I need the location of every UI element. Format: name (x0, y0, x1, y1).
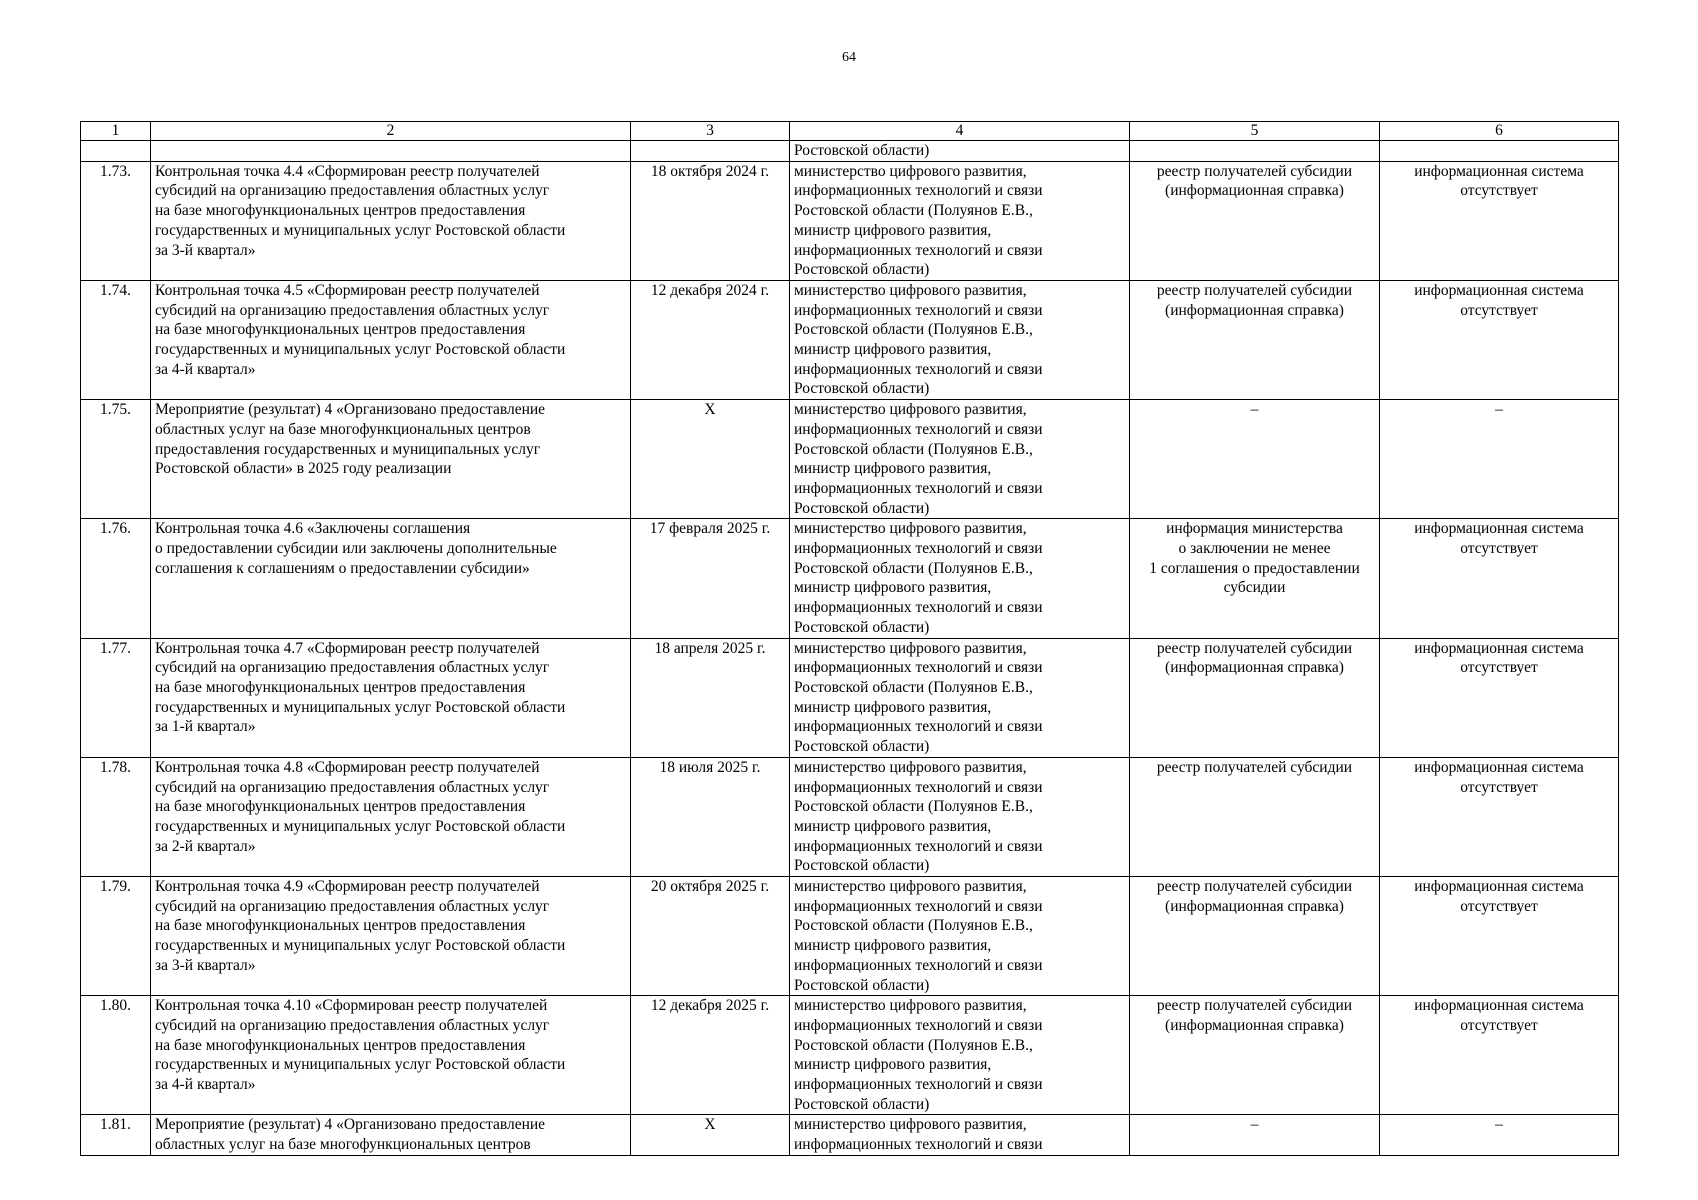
responsible-cell (790, 757, 1130, 876)
document-cell (1130, 519, 1380, 638)
information-system-cell (1380, 638, 1619, 757)
responsible-cell (790, 996, 1130, 1115)
row-number-cell: 1.73. (81, 161, 151, 280)
document-line: (информационная справка) (1165, 182, 1344, 200)
description-line: государственных и муниципальных услуг Ростовской области (155, 817, 566, 835)
responsible-line: информационных технологий и связи (794, 837, 1043, 855)
document-line: – (1250, 1116, 1259, 1134)
responsible-line: министр цифрового развития, (794, 341, 992, 359)
responsible-line: Ростовской области (Полуянов Е.В., (794, 202, 1033, 220)
table-row (81, 996, 1619, 1115)
description-cell (151, 757, 631, 876)
responsible-line: информационных технологий и связи (794, 956, 1043, 974)
table-row (81, 400, 1619, 519)
responsible-line: Ростовской области) (794, 618, 930, 636)
description-line: за 4-й квартал» (155, 360, 256, 378)
description-line: за 3-й квартал» (155, 241, 256, 259)
table-row (81, 519, 1619, 638)
responsible-line: министр цифрового развития, (794, 937, 992, 955)
responsible-line: информационных технологий и связи (794, 479, 1043, 497)
document-cell (1130, 638, 1380, 757)
information-system-line: информационная система (1414, 639, 1584, 657)
responsible-line: министерство цифрового развития, (794, 878, 1027, 896)
continuation-system-cell (1380, 141, 1619, 162)
table-row (81, 757, 1619, 876)
description-line: на базе многофункциональных центров предоставления (155, 798, 526, 816)
information-system-line: отсутствует (1460, 659, 1538, 677)
responsible-line: Ростовской области) (794, 261, 930, 279)
date-cell: X (631, 1115, 790, 1155)
description-line: на базе многофункциональных центров предоставления (155, 917, 526, 935)
column-header-5: 5 (1130, 122, 1380, 141)
column-header-3: 3 (631, 122, 790, 141)
document-cell (1130, 161, 1380, 280)
description-line: Контрольная точка 4.4 «Сформирован реестр получателей (155, 162, 540, 180)
description-cell (151, 638, 631, 757)
responsible-line: министерство цифрового развития, (794, 758, 1027, 776)
document-line: (информационная справка) (1165, 301, 1344, 319)
document-line: (информационная справка) (1165, 659, 1344, 677)
date-cell: X (631, 400, 790, 519)
information-system-line: информационная система (1414, 878, 1584, 896)
date-cell: 18 октября 2024 г. (631, 161, 790, 280)
description-line: Мероприятие (результат) 4 «Организовано предоставление (155, 401, 546, 419)
document-line: реестр получателей субсидии (1156, 639, 1353, 657)
responsible-line: информационных технологий и связи (794, 659, 1043, 677)
responsible-line: министр цифрового развития, (794, 698, 992, 716)
responsible-line: Ростовской области (Полуянов Е.В., (794, 321, 1033, 339)
responsible-line: Ростовской области (Полуянов Е.В., (794, 559, 1033, 577)
column-header-4: 4 (790, 122, 1130, 141)
row-number-cell: 1.81. (81, 1115, 151, 1155)
description-cell (151, 161, 631, 280)
responsible-line: министерство цифрового развития, (794, 162, 1027, 180)
description-line: Контрольная точка 4.10 «Сформирован реестр получателей (155, 997, 548, 1015)
description-line: Контрольная точка 4.7 «Сформирован реестр получателей (155, 639, 540, 657)
description-line: государственных и муниципальных услуг Ростовской области (155, 221, 566, 239)
responsible-line: министерство цифрового развития, (794, 520, 1027, 538)
plan-table (80, 121, 1619, 1156)
continuation-description-cell (151, 141, 631, 162)
page-number: 64 (842, 50, 856, 65)
row-number-cell: 1.79. (81, 877, 151, 996)
responsible-cell (790, 638, 1130, 757)
responsible-line: информационных технологий и связи (794, 1016, 1043, 1034)
responsible-line: информационных технологий и связи (794, 1076, 1043, 1094)
responsible-line: Ростовской области) (794, 380, 930, 398)
responsible-line: министерство цифрового развития, (794, 1116, 1027, 1134)
document-line: реестр получателей субсидии (1156, 758, 1353, 776)
information-system-cell (1380, 400, 1619, 519)
description-line: за 2-й квартал» (155, 837, 256, 855)
responsible-line: информационных технологий и связи (794, 599, 1043, 617)
description-line: субсидий на организацию предоставления областных услуг (155, 659, 550, 677)
description-line: областных услуг на базе многофункциональных центров (155, 1136, 531, 1154)
information-system-line: информационная система (1414, 162, 1584, 180)
responsible-line: информационных технологий и связи (794, 718, 1043, 736)
information-system-line: информационная система (1414, 758, 1584, 776)
description-line: о предоставлении субсидии или заключены дополнительные (155, 540, 557, 558)
responsible-line: информационных технологий и связи (794, 241, 1043, 259)
description-line: субсидий на организацию предоставления областных услуг (155, 897, 550, 915)
description-line: субсидий на организацию предоставления областных услуг (155, 778, 550, 796)
responsible-line: министерство цифрового развития, (794, 281, 1027, 299)
responsible-line: информационных технологий и связи (794, 897, 1043, 915)
description-line: Контрольная точка 4.9 «Сформирован реестр получателей (155, 878, 540, 896)
responsible-line: Ростовской области) (794, 976, 930, 994)
information-system-line: отсутствует (1460, 301, 1538, 319)
responsible-line: министр цифрового развития, (794, 221, 992, 239)
document-line: о заключении не менее (1178, 540, 1331, 558)
continuation-number-cell (81, 141, 151, 162)
description-line: областных услуг на базе многофункциональных центров (155, 420, 531, 438)
document-line: (информационная справка) (1165, 897, 1344, 915)
row-number-cell: 1.76. (81, 519, 151, 638)
responsible-line: Ростовской области) (794, 499, 930, 517)
date-cell: 18 июля 2025 г. (631, 757, 790, 876)
responsible-line: информационных технологий и связи (794, 1136, 1043, 1154)
table-row (81, 877, 1619, 996)
information-system-cell (1380, 519, 1619, 638)
description-line: на базе многофункциональных центров предоставления (155, 321, 526, 339)
information-system-cell (1380, 877, 1619, 996)
description-cell (151, 877, 631, 996)
description-line: субсидий на организацию предоставления областных услуг (155, 301, 550, 319)
responsible-line: Ростовской области (Полуянов Е.В., (794, 1036, 1033, 1054)
date-cell: 12 декабря 2024 г. (631, 280, 790, 399)
document-cell (1130, 877, 1380, 996)
document-line: реестр получателей субсидии (1156, 878, 1353, 896)
information-system-line: информационная система (1414, 281, 1584, 299)
description-line: за 3-й квартал» (155, 956, 256, 974)
description-line: государственных и муниципальных услуг Ростовской области (155, 1056, 566, 1074)
description-cell (151, 280, 631, 399)
description-line: за 4-й квартал» (155, 1076, 256, 1094)
description-cell (151, 400, 631, 519)
description-line: за 1-й квартал» (155, 718, 256, 736)
continuation-date-cell (631, 141, 790, 162)
document-line: (информационная справка) (1165, 1016, 1344, 1034)
responsible-line: министр цифрового развития, (794, 460, 992, 478)
responsible-cell (790, 400, 1130, 519)
responsible-line: Ростовской области) (794, 857, 930, 875)
description-line: Контрольная точка 4.5 «Сформирован реестр получателей (155, 281, 540, 299)
continuation-responsible-cell (790, 141, 1130, 162)
continuation-responsible-line: Ростовской области) (794, 142, 930, 159)
responsible-line: Ростовской области (Полуянов Е.В., (794, 798, 1033, 816)
description-line: Ростовской области» в 2025 году реализации (155, 460, 452, 478)
row-number-cell: 1.78. (81, 757, 151, 876)
date-cell: 17 февраля 2025 г. (631, 519, 790, 638)
description-line: на базе многофункциональных центров предоставления (155, 1036, 526, 1054)
information-system-cell (1380, 161, 1619, 280)
responsible-line: Ростовской области) (794, 1095, 930, 1113)
date-cell: 18 апреля 2025 г. (631, 638, 790, 757)
description-line: государственных и муниципальных услуг Ростовской области (155, 341, 566, 359)
row-number-cell: 1.80. (81, 996, 151, 1115)
information-system-line: отсутствует (1460, 540, 1538, 558)
information-system-line: – (1495, 1116, 1503, 1134)
responsible-cell (790, 280, 1130, 399)
document-line: реестр получателей субсидии (1156, 997, 1353, 1015)
information-system-line: информационная система (1414, 997, 1584, 1015)
responsible-line: Ростовской области (Полуянов Е.В., (794, 917, 1033, 935)
description-line: Контрольная точка 4.6 «Заключены соглашения (155, 520, 471, 538)
responsible-cell (790, 161, 1130, 280)
responsible-line: информационных технологий и связи (794, 360, 1043, 378)
responsible-line: информационных технологий и связи (794, 301, 1043, 319)
responsible-line: министерство цифрового развития, (794, 639, 1027, 657)
information-system-cell (1380, 1115, 1619, 1155)
responsible-line: министр цифрового развития, (794, 1056, 992, 1074)
responsible-line: Ростовской области (Полуянов Е.В., (794, 440, 1033, 458)
information-system-line: отсутствует (1460, 1016, 1538, 1034)
column-header-6: 6 (1380, 122, 1619, 141)
document-cell (1130, 280, 1380, 399)
description-line: субсидий на организацию предоставления областных услуг (155, 182, 550, 200)
responsible-line: министерство цифрового развития, (794, 997, 1027, 1015)
responsible-line: министр цифрового развития, (794, 579, 992, 597)
table-row (81, 161, 1619, 280)
description-line: на базе многофункциональных центров предоставления (155, 678, 526, 696)
table-row (81, 638, 1619, 757)
responsible-cell (790, 1115, 1130, 1155)
information-system-cell (1380, 280, 1619, 399)
description-line: государственных и муниципальных услуг Ростовской области (155, 698, 566, 716)
description-line: Мероприятие (результат) 4 «Организовано предоставление (155, 1116, 546, 1134)
date-cell: 20 октября 2025 г. (631, 877, 790, 996)
description-cell (151, 996, 631, 1115)
table-row (81, 280, 1619, 399)
description-cell (151, 519, 631, 638)
responsible-cell (790, 519, 1130, 638)
responsible-line: министерство цифрового развития, (794, 401, 1027, 419)
information-system-line: отсутствует (1460, 182, 1538, 200)
responsible-line: информационных технологий и связи (794, 182, 1043, 200)
document-line: субсидии (1223, 579, 1286, 597)
continuation-document-cell (1130, 141, 1380, 162)
description-line: Контрольная точка 4.8 «Сформирован реестр получателей (155, 758, 540, 776)
information-system-cell (1380, 996, 1619, 1115)
document-cell (1130, 400, 1380, 519)
document-line: 1 соглашения о предоставлении (1149, 559, 1360, 577)
document-line: – (1250, 401, 1259, 419)
information-system-line: информационная система (1414, 520, 1584, 538)
information-system-cell (1380, 757, 1619, 876)
responsible-line: Ростовской области) (794, 738, 930, 756)
date-cell: 12 декабря 2025 г. (631, 996, 790, 1115)
responsible-line: информационных технологий и связи (794, 540, 1043, 558)
document-cell (1130, 996, 1380, 1115)
description-line: предоставления государственных и муниципальных услуг (155, 440, 541, 458)
information-system-line: – (1495, 401, 1503, 419)
responsible-line: Ростовской области (Полуянов Е.В., (794, 678, 1033, 696)
responsible-line: министр цифрового развития, (794, 817, 992, 835)
table-row (81, 1115, 1619, 1155)
responsible-line: информационных технологий и связи (794, 778, 1043, 796)
document-cell (1130, 1115, 1380, 1155)
document-line: реестр получателей субсидии (1156, 162, 1353, 180)
description-line: на базе многофункциональных центров предоставления (155, 202, 526, 220)
column-header-1: 1 (81, 122, 151, 141)
column-header-2: 2 (151, 122, 631, 141)
responsible-line: информационных технологий и связи (794, 420, 1043, 438)
row-number-cell: 1.75. (81, 400, 151, 519)
information-system-line: отсутствует (1460, 897, 1538, 915)
header-row (81, 122, 1619, 141)
responsible-cell (790, 877, 1130, 996)
information-system-line: отсутствует (1460, 778, 1538, 796)
document-line: реестр получателей субсидии (1156, 281, 1353, 299)
description-line: субсидий на организацию предоставления областных услуг (155, 1016, 550, 1034)
description-line: государственных и муниципальных услуг Ростовской области (155, 937, 566, 955)
document-cell (1130, 757, 1380, 876)
row-number-cell: 1.74. (81, 280, 151, 399)
description-cell (151, 1115, 631, 1155)
document-line: информация министерства (1166, 520, 1343, 538)
continuation-row (81, 141, 1619, 162)
description-line: соглашения к соглашениям о предоставлении субсидии» (155, 559, 530, 577)
row-number-cell: 1.77. (81, 638, 151, 757)
